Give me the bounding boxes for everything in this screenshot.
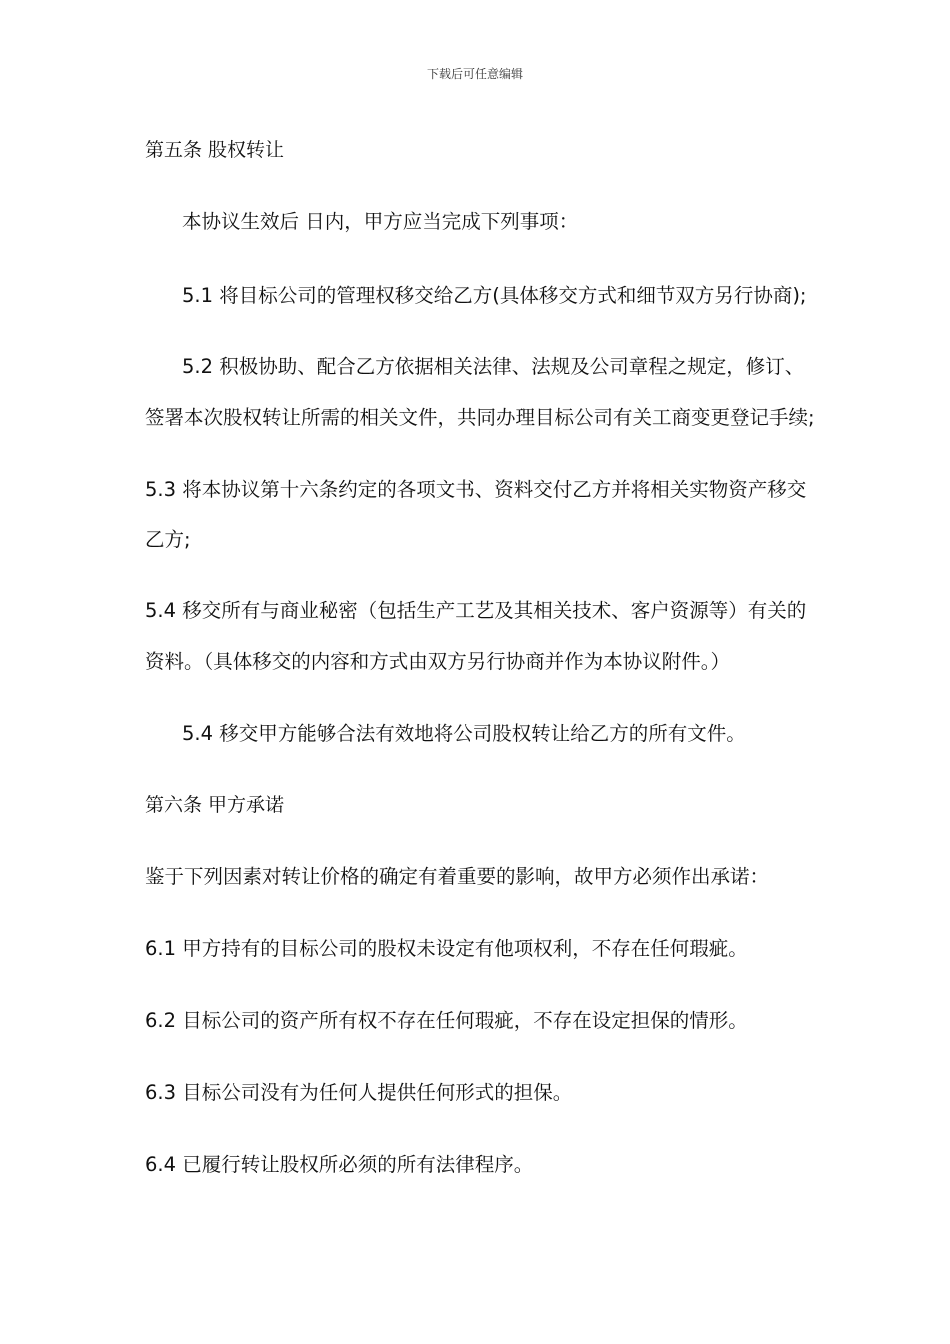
- clause-5-3-line-2: 乙方;: [145, 528, 191, 551]
- page-header-note: 下载后可任意编辑: [426, 67, 523, 81]
- clause-5-1: 5.1 将目标公司的管理权移交给乙方(具体移交方式和细节双方另行协商);: [182, 284, 807, 307]
- article-6-heading: 第六条 甲方承诺: [145, 794, 285, 816]
- clause-6-3: 6.3 目标公司没有为任何人提供任何形式的担保。: [145, 1081, 573, 1104]
- clause-5-2-line-2: 签署本次股权转让所需的相关文件，共同办理目标公司有关工商变更登记手续;: [145, 406, 815, 429]
- paragraph-article-5-intro: 本协议生效后 日内，甲方应当完成下列事项：: [182, 210, 579, 233]
- clause-5-4-second: 5.4 移交甲方能够合法有效地将公司股权转让给乙方的所有文件。: [182, 722, 746, 745]
- clause-5-4-line-2: 资料。（具体移交的内容和方式由双方另行协商并作为本协议附件。）: [145, 650, 731, 673]
- clause-6-1: 6.1 甲方持有的目标公司的股权未设定有他项权利，不存在任何瑕疵。: [145, 937, 748, 960]
- clause-5-2-line-1: 5.2 积极协助、配合乙方依据相关法律、法规及公司章程之规定，修订、: [182, 355, 805, 378]
- clause-5-4-line-1: 5.4 移交所有与商业秘密（包括生产工艺及其相关技术、客户资源等）有关的: [145, 599, 807, 622]
- clause-5-3-line-1: 5.3 将本协议第十六条约定的各项文书、资料交付乙方并将相关实物资产移交: [145, 478, 807, 501]
- paragraph-article-6-intro: 鉴于下列因素对转让价格的确定有着重要的影响，故甲方必须作出承诺：: [145, 865, 770, 888]
- article-5-heading: 第五条 股权转让: [145, 139, 285, 161]
- clause-6-4: 6.4 已履行转让股权所必须的所有法律程序。: [145, 1153, 534, 1176]
- clause-6-2: 6.2 目标公司的资产所有权不存在任何瑕疵，不存在设定担保的情形。: [145, 1009, 748, 1032]
